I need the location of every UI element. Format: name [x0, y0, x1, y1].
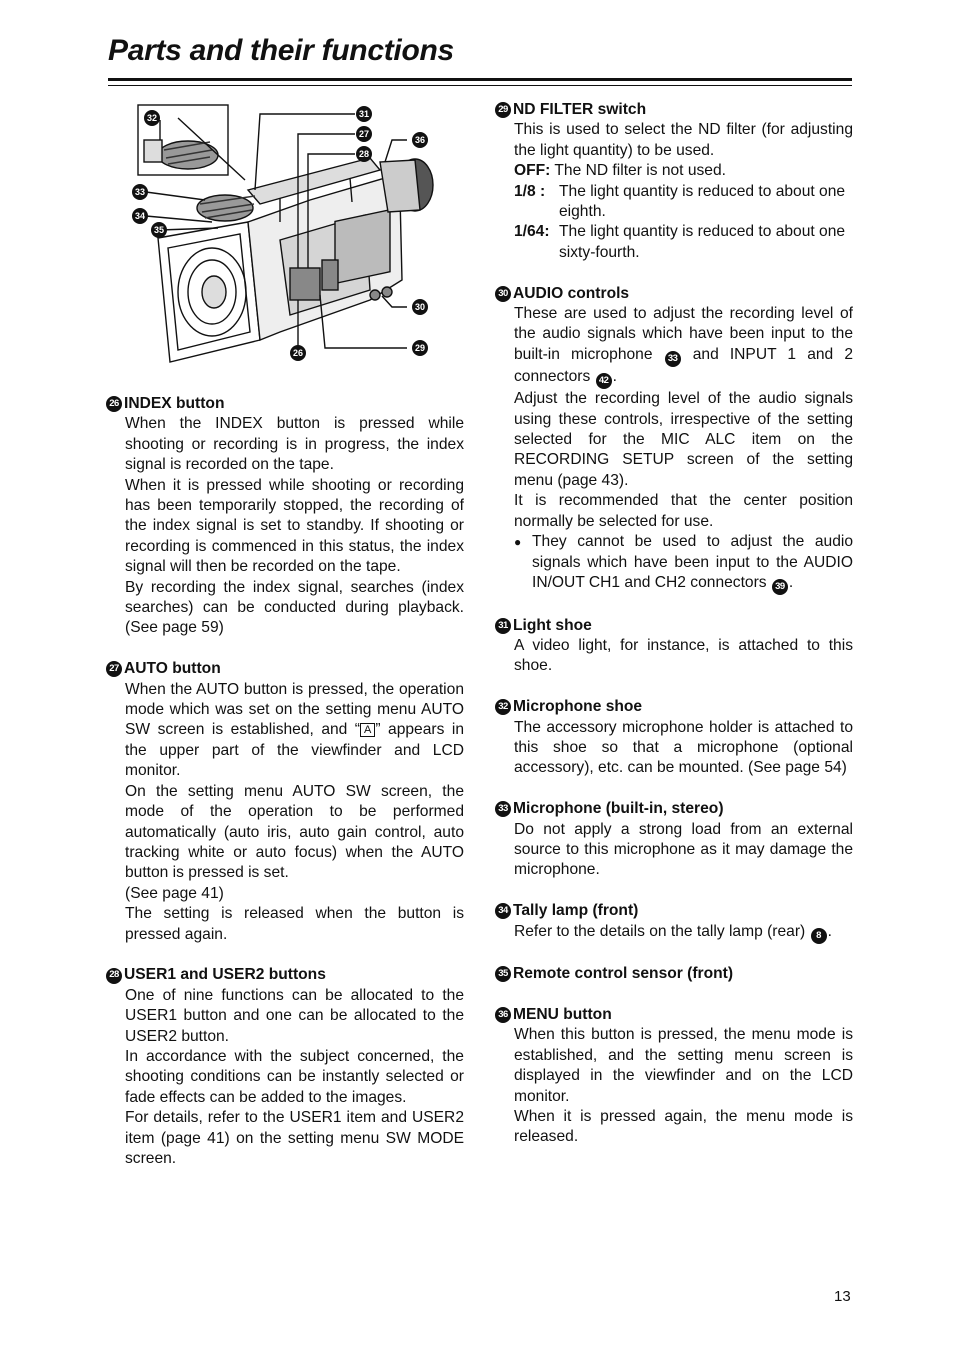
- section-title: Microphone shoe: [513, 698, 643, 716]
- camcorder-illustration: [130, 100, 440, 370]
- section-heading: [106, 394, 464, 414]
- right-column: [495, 100, 853, 1168]
- paragraph: This is used to select the ND filter (for adjusting the light quantity) to be used.: [514, 121, 853, 159]
- section-index-button: [106, 394, 464, 639]
- option-item: [514, 222, 853, 263]
- title-rule-thin: [108, 85, 852, 86]
- page-title: Parts and their functions: [108, 34, 454, 67]
- section-title: Tally lamp (front): [513, 902, 639, 920]
- option-item: [514, 161, 853, 181]
- number-badge: 32: [495, 699, 511, 715]
- reference-badge: 39: [772, 579, 788, 595]
- callout-35: 35: [153, 225, 165, 235]
- section-heading: [495, 284, 853, 304]
- paragraph: The accessory microphone holder is attached to this shoe so that a microphone (optional accessory), etc. can be mounted. (See page 54): [514, 718, 853, 777]
- paragraph: A video light, for instance, is attached to this shoe.: [514, 636, 853, 675]
- number-badge: 34: [495, 903, 511, 919]
- callout-32: 32: [146, 113, 158, 123]
- paragraph: Do not apply a strong load from an external source to this microphone as it may damage the microphone.: [514, 820, 853, 879]
- reference-badge: 8: [811, 928, 827, 944]
- callout-30: 30: [414, 302, 426, 312]
- callout-26: 26: [292, 348, 304, 358]
- section-title: Microphone (built-in, stereo): [513, 800, 724, 818]
- paragraph: When the INDEX button is pressed while shooting or recording is in progress, the index signal is recorded on the tape.: [125, 415, 464, 474]
- text-run: They cannot be used to adjust the audio signals which have been input to the AUDIO IN/OUT CH1 and CH2 connectors: [532, 533, 853, 591]
- section-microphone: [495, 799, 853, 881]
- paragraph: When it is pressed while shooting or recording has been temporarily stopped, the recording of the index signal is set to standby. If shooting or recording is commenced in this status, the index signal will then be recorded on the tape.: [125, 476, 464, 576]
- text-run: .: [827, 922, 832, 940]
- paragraph: It is recommended that the center position normally be selected for use.: [514, 492, 853, 530]
- section-heading: [495, 697, 853, 717]
- callout-34: 34: [134, 211, 146, 221]
- section-heading: [495, 964, 853, 984]
- bullet-icon: ●: [514, 535, 522, 550]
- section-auto-button: [106, 659, 464, 945]
- section-title: INDEX button: [124, 395, 225, 412]
- bullet-item: [514, 532, 853, 595]
- number-badge: 29: [495, 102, 511, 118]
- number-badge: 36: [495, 1007, 511, 1023]
- number-badge: 28: [106, 968, 122, 984]
- section-heading: [495, 901, 853, 921]
- number-badge: 27: [106, 661, 122, 677]
- paragraph: For details, refer to the USER1 item and USER2 item (page 41) on the setting menu SW MODE screen.: [125, 1109, 464, 1167]
- paragraph: When it is pressed again, the menu mode is released.: [514, 1107, 853, 1146]
- section-heading: [106, 659, 464, 679]
- number-badge: 35: [495, 966, 511, 982]
- number-badge: 30: [495, 286, 511, 302]
- paragraph: Adjust the recording level of the audio signals using these controls, irrespective of the setting selected for the MIC ALC item on the RECORDING SETUP screen of the setting menu (page 43).: [514, 390, 853, 489]
- paragraph: On the setting menu AUTO SW screen, the mode of the operation to be performed automatically (auto iris, auto gain control, auto tracking white or auto focus) when the AUTO button is pressed is set.: [125, 782, 464, 882]
- text-run: and INPUT 1 and 2 connectors: [514, 345, 853, 386]
- paragraph: (See page 41): [125, 884, 224, 902]
- paragraph: By recording the index signal, searches (index searches) can be conducted during playback. (See page 59): [125, 578, 464, 637]
- section-menu-button: [495, 1005, 853, 1148]
- callout-36: 36: [414, 135, 426, 145]
- option-text: The light quantity is reduced to about one sixty-fourth.: [559, 223, 846, 261]
- section-audio-controls: [495, 284, 853, 595]
- section-nd-filter: [495, 100, 853, 263]
- section-title: Light shoe: [513, 616, 592, 634]
- option-text: The ND filter is not used.: [554, 162, 726, 180]
- paragraph: When this button is pressed, the menu mode is established, and the setting menu screen is displayed in the viewfinder and on the LCD monitor.: [514, 1026, 853, 1105]
- auto-mode-indicator: A: [360, 723, 375, 737]
- camcorder-drawing: [130, 100, 440, 370]
- option-label: 1/64:: [514, 223, 550, 241]
- paragraph: The setting is released when the button is pressed again.: [125, 905, 464, 943]
- paragraph: In accordance with the subject concerned, the shooting conditions can be instantly selected or fade effects can be added to the images.: [125, 1047, 464, 1106]
- page-number: 13: [834, 1288, 851, 1305]
- section-heading: [495, 100, 853, 120]
- number-badge: 26: [106, 396, 122, 412]
- section-light-shoe: [495, 616, 853, 677]
- callout-27: 27: [358, 129, 370, 139]
- reference-badge: 33: [665, 351, 681, 367]
- section-tally-lamp: [495, 901, 853, 944]
- text-run: When the AUTO button is pressed, the operation mode which was set on the setting menu AUTO SW screen is established, and “: [125, 680, 464, 739]
- bullet-text: [532, 532, 853, 595]
- paragraph: [514, 304, 853, 389]
- number-badge: 33: [495, 801, 511, 817]
- section-remote-sensor: [495, 964, 853, 984]
- section-title: Remote control sensor (front): [513, 965, 734, 983]
- reference-badge: 42: [596, 373, 612, 389]
- option-item: [514, 182, 853, 223]
- callout-29: 29: [414, 343, 426, 353]
- left-column: [106, 394, 464, 1190]
- section-title: USER1 and USER2 buttons: [124, 966, 326, 984]
- section-title: AUDIO controls: [513, 284, 630, 302]
- callout-33: 33: [134, 187, 146, 197]
- callout-28: 28: [358, 149, 370, 159]
- option-label: 1/8 :: [514, 182, 546, 200]
- paragraph: One of nine functions can be allocated to the USER1 button and one can be allocated to the USER2 button.: [125, 986, 464, 1045]
- section-heading: [106, 965, 464, 985]
- section-heading: [495, 616, 853, 636]
- number-badge: 31: [495, 618, 511, 634]
- section-heading: [495, 799, 853, 819]
- text-run: ” appears in the upper part of the viewfinder and LCD monitor.: [125, 721, 464, 780]
- section-title: ND FILTER switch: [513, 101, 647, 118]
- section-microphone-shoe: [495, 697, 853, 779]
- text-run: These are used to adjust the recording level of the audio signals which have been input to the built-in microphone: [514, 305, 853, 363]
- option-label: OFF:: [514, 162, 551, 180]
- callout-31: 31: [358, 109, 370, 119]
- paragraph: [514, 922, 853, 944]
- title-rule-thick: [108, 78, 852, 81]
- section-title: MENU button: [513, 1005, 612, 1023]
- section-heading: [495, 1005, 853, 1025]
- paragraph: [125, 680, 464, 782]
- text-run: .: [612, 368, 617, 386]
- option-text: The light quantity is reduced to about one eighth.: [559, 182, 846, 221]
- section-user-buttons: [106, 965, 464, 1169]
- text-run: .: [788, 573, 794, 591]
- text-run: Refer to the details on the tally lamp (rear): [514, 922, 806, 940]
- section-title: AUTO button: [124, 660, 221, 678]
